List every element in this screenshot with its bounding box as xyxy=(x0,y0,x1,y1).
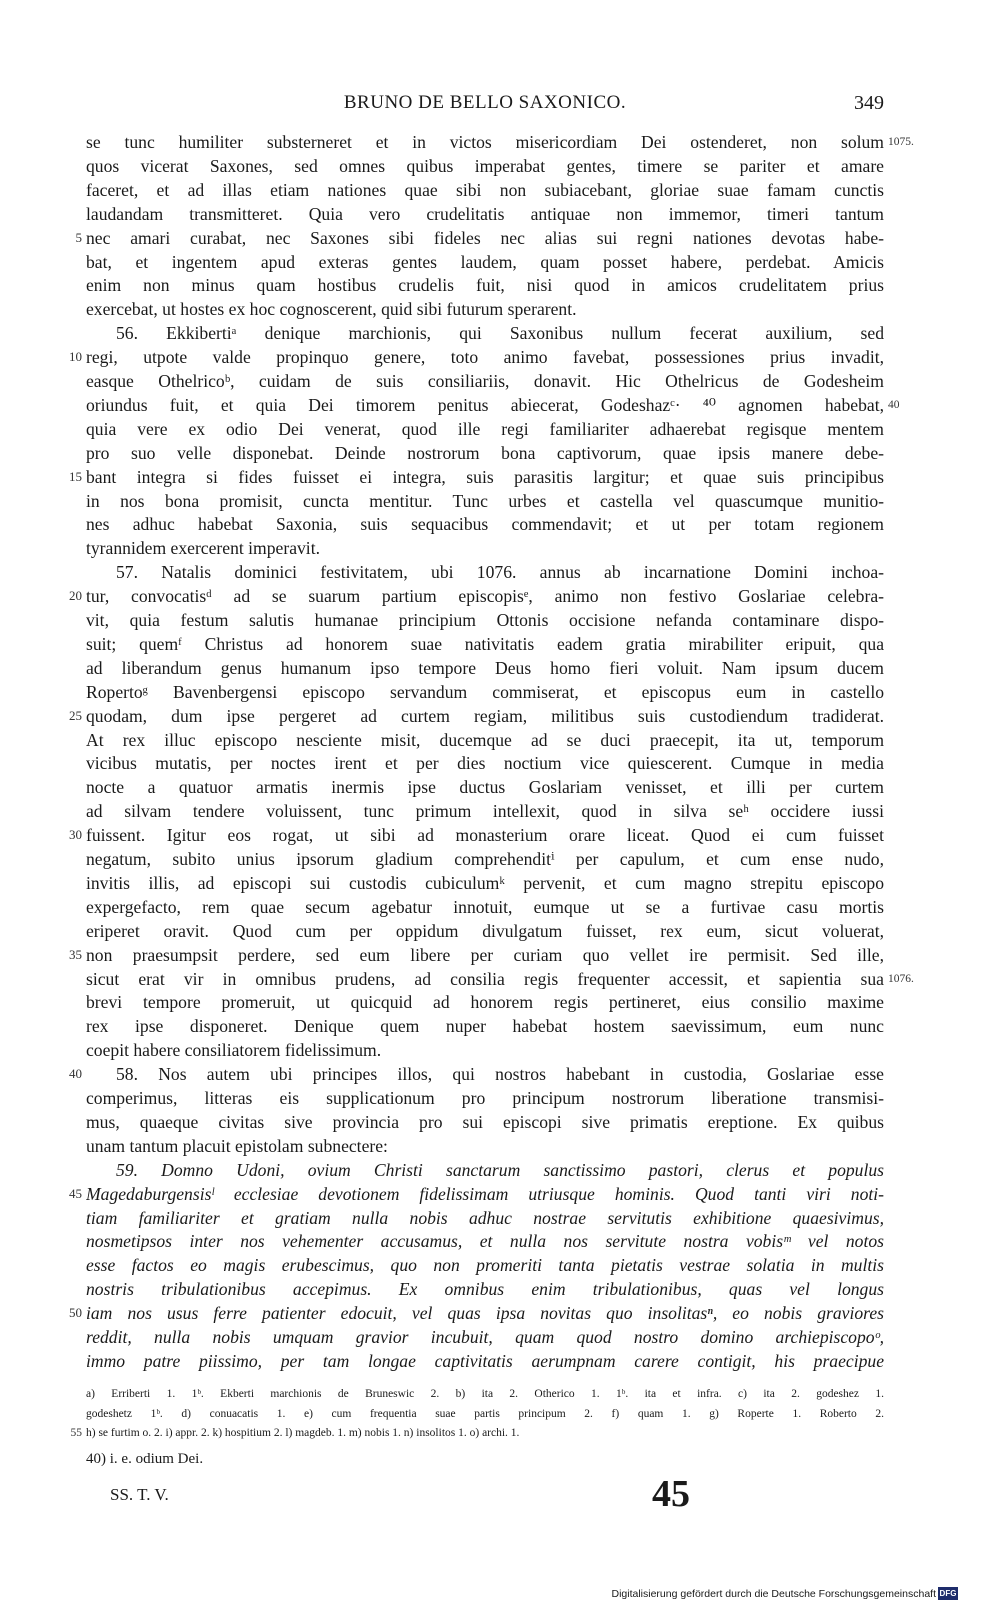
text-line: Magedaburgensisˡ ecclesiae devotionem fidelissimam utriusque hominis. Quod tanti viri noti- xyxy=(86,1183,884,1204)
text-line: non praesumpsit perdere, sed eum libere per curiam quo vellet ire permisit. Sed ille, xyxy=(86,944,884,965)
running-header xyxy=(86,92,884,120)
text-line: quos vicerat Saxones, sed omnes quibus imperabat gentes, timere se pariter et amare xyxy=(86,155,884,176)
line-number: 15 xyxy=(69,468,82,484)
text-line: 59. Domno Udoni, ovium Christi sanctarum sanctissimo pastori, clerus et populus xyxy=(116,1159,884,1180)
text-line: enim non minus quam hostibus crudelis fuit, nisi quod in amicos crudelitatem prius xyxy=(86,275,884,296)
text-line: 56. Ekkibertiᵃ denique marchionis, qui Saxonibus nullum fecerat auxilium, sed xyxy=(116,323,884,344)
line-number: 5 xyxy=(75,229,82,245)
text-line: esse factos eo magis erubescimus, quo non promeriti tanta pietatis vestrae solatia in multis xyxy=(86,1255,884,1276)
text-line: At rex illuc episcopo nesciente misit, ducemque ad se duci praecepit, ita ut, temporum xyxy=(86,729,884,750)
line-number: 35 xyxy=(69,946,82,962)
text-line: laudandam transmitteret. Quia vero crudelitatis antiquae non immemor, timeri tantum xyxy=(86,203,884,224)
running-title: BRUNO DE BELLO SAXONICO. xyxy=(343,92,627,113)
text-line: easque Othelricoᵇ, cuidam de suis consiliariis, donavit. Hic Othelricus de Godesheim xyxy=(86,371,884,391)
line-number: 55 xyxy=(70,1427,82,1439)
text-line: nostris tribulationibus accepimus. Ex omnibus enim tribulationibus, quas vel longus xyxy=(86,1279,884,1300)
text-line: coepit habere consiliatorem fidelissimum. xyxy=(86,1040,382,1061)
text-line: reddit, nulla nobis umquam gravior incubuit, quam quod nostro domino archiepiscopoᵒ, xyxy=(86,1327,884,1347)
text-line: quodam, dum ipse pergeret ad curtem regiam, militibus suis custodiendum tradiderat. xyxy=(86,705,884,726)
text-line: fuissent. Igitur eos rogat, ut sibi ad monasterium orare liceat. Quod ei cum fuisset xyxy=(86,825,884,846)
text-line: eriperet oravit. Quod cum per oppidum divulgatum fuisset, rex eum, sicut voluerat, xyxy=(86,920,884,941)
line-number: 45 xyxy=(69,1185,82,1201)
line-number: 50 xyxy=(69,1305,82,1321)
editor-footnote-40: 40) i. e. odium Dei. xyxy=(86,1451,204,1467)
text-line: ad silvam tendere voluissent, tunc primum intellexit, quod in silva seʰ occidere iussi xyxy=(86,801,884,822)
text-line: nec amari curabat, nec Saxones sibi fideles nec alias sui regni nationes devotas habe- xyxy=(86,227,884,248)
text-line: 58. Nos autem ubi principes illos, qui nostros habebant in custodia, Goslariae esse xyxy=(116,1064,884,1085)
text-line: negatum, subito unius ipsorum gladium comprehenditⁱ per capulum, et cum ense nudo, xyxy=(86,849,884,869)
margin-note: 1075. xyxy=(888,136,914,148)
text-line: quia vere ex odio Dei venerat, quod ille regi familiariter adhaerebat regisque mentem xyxy=(86,418,884,439)
signature-mark: SS. T. V. xyxy=(110,1485,169,1504)
text-line: comperimus, litteras eis supplicationum pro principum nostrorum liberatione transmisi- xyxy=(86,1088,884,1108)
text-line: sicut erat vir in omnibus prudens, ad consilia regis frequenter accessit, et sapientia sua xyxy=(86,968,884,989)
line-number: 40 xyxy=(69,1066,82,1082)
text-line: immo patre piissimo, per tam longae captivitatis aerumpnam carere contigit, his praecipue xyxy=(86,1350,884,1371)
text-line: rex ipse disponeret. Denique quem nuper habebat hostem saevissimum, eum nunc xyxy=(86,1016,884,1037)
text-line: iam nos usus ferre patienter edocuit, vel quas ipsa novitas quo insolitasⁿ, eo nobis graviores xyxy=(86,1303,884,1324)
digitization-credit[interactable]: Digitalisierung gefördert durch die Deutsche Forschungsgemeinschaft xyxy=(611,1588,936,1600)
text-line: regi, utpote valde propinquo genere, toto animo favebat, possessiones prius invadit, xyxy=(86,347,884,368)
line-number: 20 xyxy=(69,588,82,604)
text-line: ad liberandum genus humanum ipso tempore Deus homo fieri voluit. Nam ipsum ducem xyxy=(86,657,884,678)
text-line: bant integra si fides fuisset ei integra, suis parasitis largitur; et quae suis principibus xyxy=(86,466,884,487)
text-line: pro suo velle disponebat. Deinde nostrorum bona captivorum, quae ipsis manere debe- xyxy=(86,442,884,463)
line-number: 10 xyxy=(69,349,82,365)
text-line: nes adhuc habebat Saxonia, suis sequacibus commendavit; et ut per totam regionem xyxy=(86,514,884,535)
text-line: suit; quemᶠ Christus ad honorem suae nativitatis eadem gratia mirabiliter eripuit, qua xyxy=(86,633,884,654)
text-line: vit, quia festum salutis humanae principium Ottonis occisione nefanda contaminare dispo- xyxy=(86,610,884,630)
text-line: 57. Natalis dominici festivitatem, ubi 1076. annus ab incarnatione Domini inchoa- xyxy=(116,562,884,583)
text-line: tur, convocatisᵈ ad se suarum partium episcopisᵉ, animo non festivo Goslariae celebra- xyxy=(86,586,884,607)
text-line: exercebat, ut hostes ex hoc cognoscerent, quid sibi futurum sperarent. xyxy=(86,299,577,320)
text-line: nosmetipsos inter nos vehementer accusamus, et nulla nos servitute nostra vobisᵐ vel notos xyxy=(86,1231,884,1252)
text-line: tyrannidem exercerent imperavit. xyxy=(86,538,320,559)
margin-note: 40 xyxy=(888,398,900,411)
text-line: se tunc humiliter substerneret et in victos misericordiam Dei ostenderet, non solum xyxy=(86,132,884,152)
line-number: 30 xyxy=(69,827,82,843)
dfg-logo[interactable]: DFG xyxy=(939,1589,957,1598)
footnote-line: h) se furtim o. 2. i) appr. 2. k) hospitium 2. l) magdeb. 1. m) nobis 1. n) insolitos 1. o) archi. 1. xyxy=(86,1427,520,1439)
text-line: nocte a quatuor armatis inermis ipse ductus Goslariam venisset, et illi per curtem xyxy=(86,777,884,798)
text-line: oriundus fuit, et quia Dei timorem penitus abiecerat, Godeshazᶜ· ⁴⁰ agnomen habebat, xyxy=(86,394,884,415)
text-line: mus, quaeque civitas sive provincia pro sui episcopi sive primatis ereptione. Ex quibus xyxy=(86,1111,884,1132)
text-line: vicibus mutatis, per noctes irent et per dies noctium vice quiescerent. Cumque in media xyxy=(86,753,884,774)
text-line: brevi tempore promeruit, ut quicquid ad honorem regis pertineret, eius consilio maxime xyxy=(86,992,884,1013)
text-line: unam tantum placuit epistolam subnectere: xyxy=(86,1135,388,1156)
text-line: faceret, et ad illas etiam nationes quae sibi non subiacebant, gloriae suae famam cunctis xyxy=(86,179,884,200)
text-line: bat, et ingentem apud exteras gentes laudem, quam posset habere, perdebat. Amicis xyxy=(86,251,884,272)
footnote-line: godeshetz 1ᵇ. d) conuacatis 1. e) cum frequentia suae partis principum 2. f) quam 1. g) Roperte 1. Roberto 2. xyxy=(86,1407,884,1420)
text-line: tiam familiariter et gratiam nulla nobis adhuc nostrae servitutis exhibitione quaesivimus, xyxy=(86,1207,884,1228)
sheet-number: 45 xyxy=(652,1473,690,1515)
text-line: in nos bona promisit, cuncta mentitur. Tunc urbes et castella vel quascumque munitio- xyxy=(86,490,884,511)
page-number: 349 xyxy=(854,92,884,114)
text-line: expergefacto, rem quae secum agebatur innotuit, eumque ut se a furtivae casu mortis xyxy=(86,896,884,917)
text-line: invitis illis, ad episcopi sui custodis cubiculumᵏ pervenit, et cum magno strepitu episcopo xyxy=(86,872,884,893)
margin-note: 1076. xyxy=(888,972,914,985)
line-number: 25 xyxy=(69,707,82,723)
footnote-line: a) Erriberti 1. 1ᵇ. Ekberti marchionis de Bruneswic 2. b) ita 2. Otherico 1. 1ᵇ. ita et infra. c) ita 2. godeshez 1. xyxy=(86,1388,884,1400)
text-line: Ropertoᵍ Bavenbergensi episcopo servandum commiserat, et episcopus eum in castello xyxy=(86,681,884,702)
